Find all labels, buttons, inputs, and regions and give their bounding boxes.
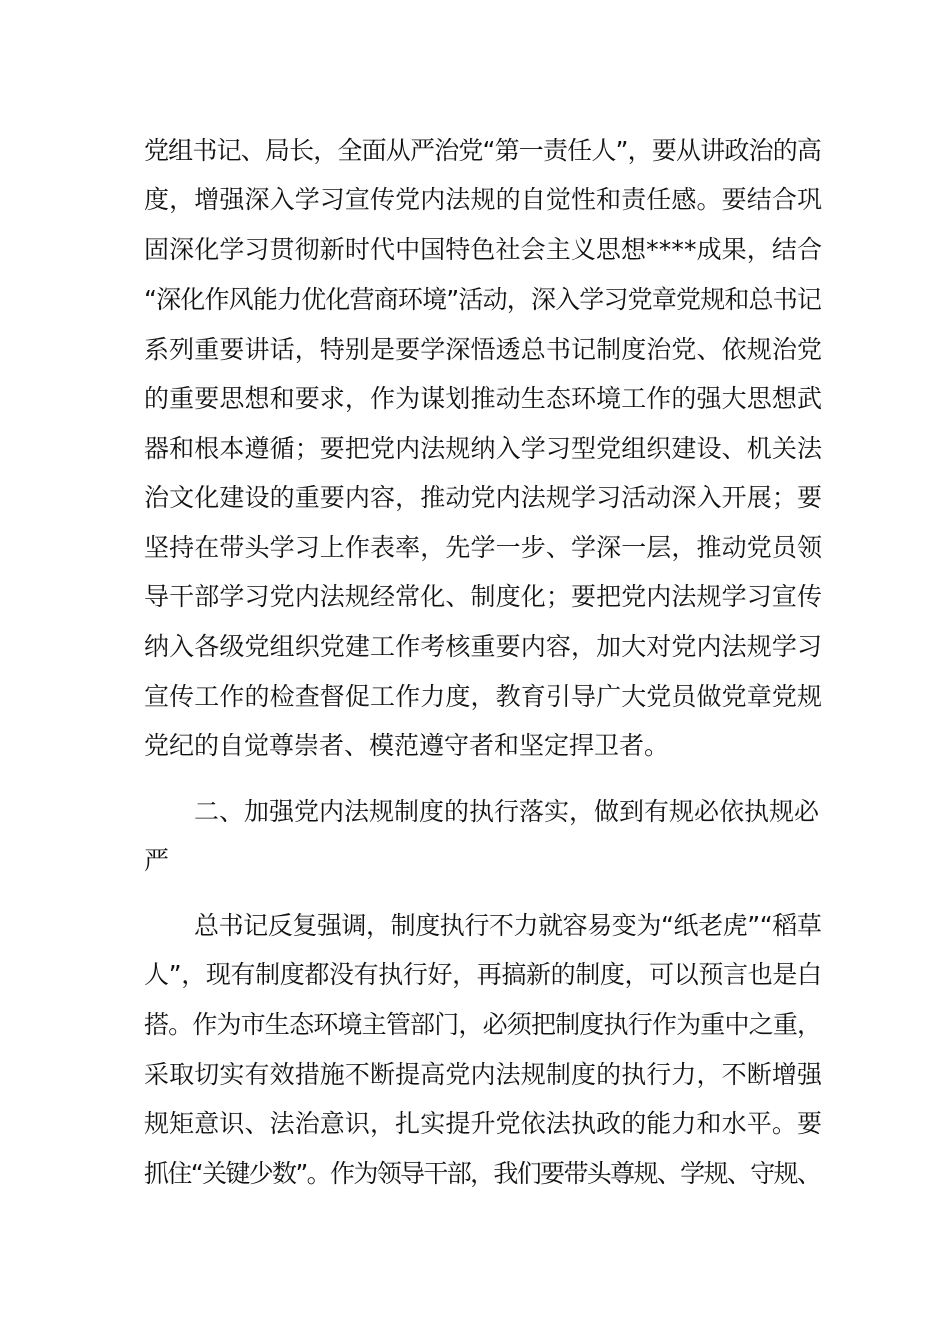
paragraph1-line: 固深化学习贯彻新时代中国特色社会主义思想****成果，结合 <box>144 235 823 264</box>
paragraph1-line: 导干部学习党内法规经常化、制度化；要把党内法规学习宣传 <box>144 582 823 611</box>
paragraph1-line: 坚持在带头学习上作表率，先学一步、学深一层，推动党员领 <box>144 533 823 562</box>
paragraph1-line: 度，增强深入学习宣传党内法规的自觉性和责任感。要结合巩 <box>144 185 823 214</box>
section-heading-line: 二、加强党内法规制度的执行落实，做到有规必依执规必 <box>194 797 820 826</box>
paragraph1-line: 纳入各级党组织党建工作考核重要内容，加大对党内法规学习 <box>144 632 823 661</box>
paragraph2-line: 规矩意识、法治意识，扎实提升党依法执政的能力和水平。要 <box>144 1109 823 1138</box>
paragraph2-line: 抓住“关键少数”。作为领导干部，我们要带头尊规、学规、守规、 <box>144 1159 821 1188</box>
paragraph1-line: 宣传工作的检查督促工作力度，教育引导广大党员做党章党规 <box>144 682 823 711</box>
paragraph2-line: 搭。作为市生态环境主管部门，必须把制度执行作为重中之重， <box>144 1010 822 1039</box>
paragraph1-line: 器和根本遵循；要把党内法规纳入学习型党组织建设、机关法 <box>144 434 823 463</box>
paragraph1-line: 治文化建设的重要内容，推动党内法规学习活动深入开展；要 <box>144 483 823 512</box>
paragraph1-line: “深化作风能力优化营商环境”活动，深入学习党章党规和总书记 <box>144 285 822 314</box>
section-heading-line: 严 <box>144 846 170 875</box>
paragraph2-line: 采取切实有效措施不断提高党内法规制度的执行力，不断增强 <box>144 1060 823 1089</box>
paragraph2-line: 总书记反复强调，制度执行不力就容易变为“纸老虎”“稻草 <box>194 911 822 940</box>
paragraph1-line: 党组书记、局长，全面从严治党“第一责任人”，要从讲政治的高 <box>144 136 822 165</box>
paragraph1-line: 党纪的自觉尊崇者、模范遵守者和坚定捍卫者。 <box>144 731 670 760</box>
paragraph2-line: 人”，现有制度都没有执行好，再搞新的制度，可以预言也是白 <box>144 960 822 989</box>
paragraph1-line: 的重要思想和要求，作为谋划推动生态环境工作的强大思想武 <box>144 384 823 413</box>
paragraph1-line: 系列重要讲话，特别是要学深悟透总书记制度治党、依规治党 <box>144 335 823 364</box>
